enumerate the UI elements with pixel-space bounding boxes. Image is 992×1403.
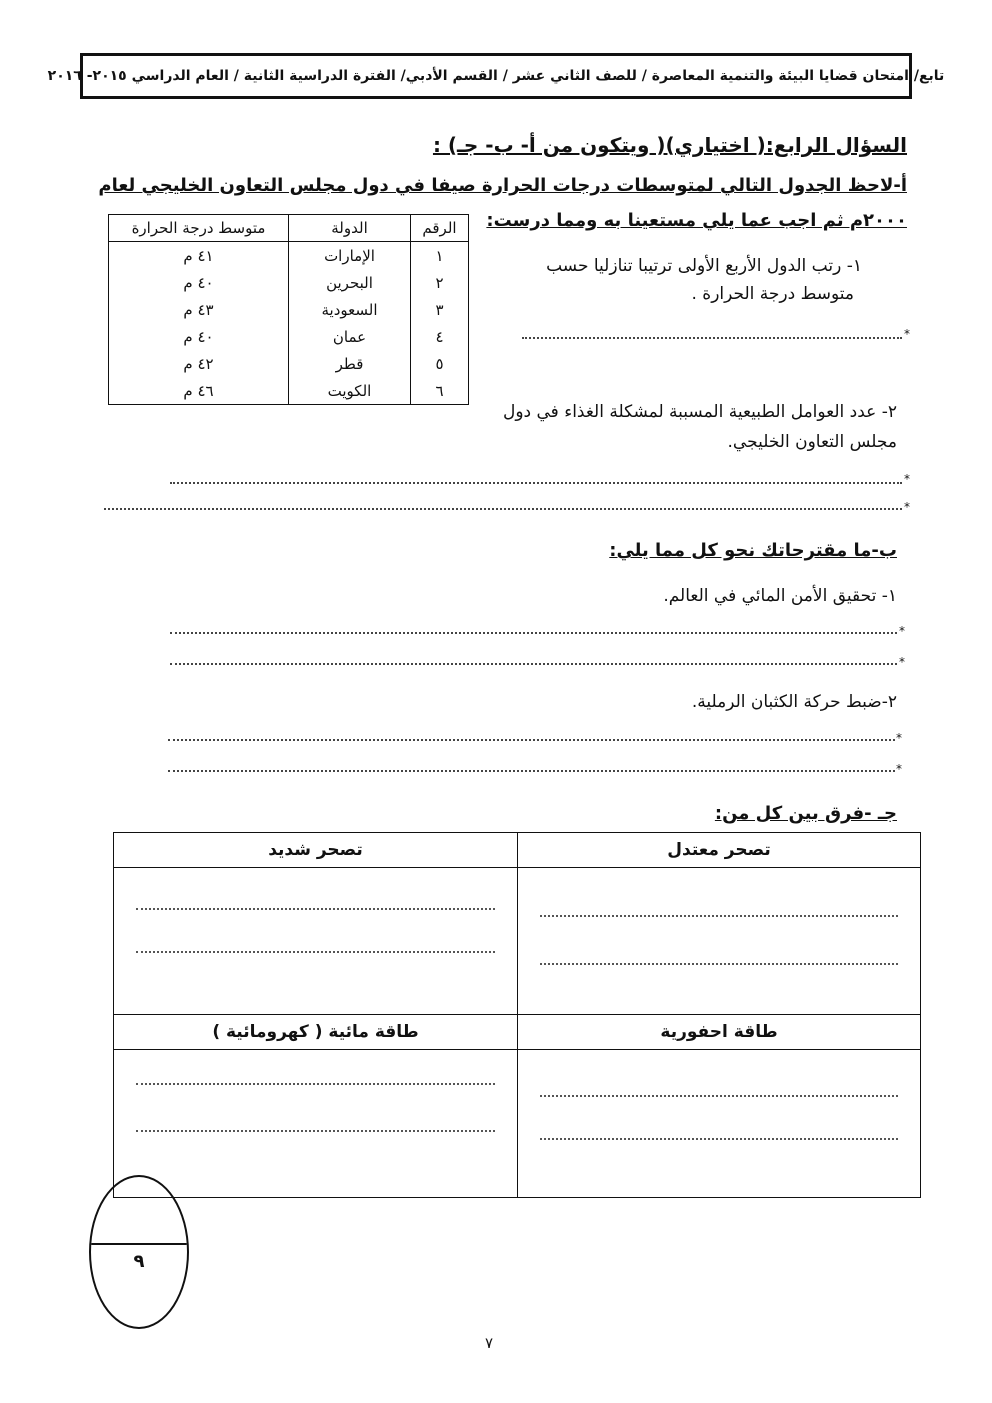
table-row bbox=[109, 377, 469, 405]
grade-circle bbox=[89, 1175, 189, 1329]
question-title: السؤال الرابع:( اختياري)( ويتكون من أ- ب- جـ) : bbox=[432, 133, 907, 157]
answer-line[interactable] bbox=[522, 337, 902, 339]
answer-star: * bbox=[896, 762, 902, 776]
answer-line[interactable] bbox=[540, 915, 898, 917]
comparison-table bbox=[113, 832, 921, 1198]
answer-line[interactable] bbox=[136, 1083, 495, 1085]
answer-star: * bbox=[896, 731, 902, 745]
comparison-header: تصحر معتدل bbox=[518, 833, 920, 868]
table-row bbox=[109, 296, 469, 323]
answer-line[interactable] bbox=[168, 739, 895, 741]
table-cell-number: ٦ bbox=[411, 377, 469, 405]
comparison-cell-hydro-energy bbox=[114, 1015, 517, 1197]
answer-line[interactable] bbox=[136, 908, 495, 910]
table-cell-number: ١ bbox=[411, 242, 469, 270]
section-b-item2: ٢-ضبط حركة الكثبان الرملية. bbox=[691, 692, 897, 712]
exam-header-text: تابع/ امتحان قضايا البيئة والتنمية المعاصرة / للصف الثاني عشر / القسم الأدبي/ الفترة الدراسية الثانية / العام الدراسي ٢٠١٥- ٢٠١٦ bbox=[47, 68, 945, 84]
answer-line[interactable] bbox=[136, 1130, 495, 1132]
answer-line[interactable] bbox=[540, 1138, 898, 1140]
table-cell-temperature: ٤٠ م bbox=[109, 323, 289, 350]
comparison-header: تصحر شديد bbox=[114, 833, 517, 868]
table-cell-number: ٥ bbox=[411, 350, 469, 377]
answer-star: * bbox=[899, 624, 905, 638]
answer-line[interactable] bbox=[540, 1095, 898, 1097]
table-row bbox=[109, 242, 469, 270]
section-c-heading: جـ -فرق بين كل من: bbox=[714, 803, 897, 824]
table-cell-temperature: ٤١ م bbox=[109, 242, 289, 270]
section-a-heading-line1: أ-لاحظ الجدول التالي لمتوسطات درجات الحرارة صيفا في دول مجلس التعاون الخليجي لعام bbox=[98, 175, 907, 196]
table-cell-country: قطر bbox=[289, 350, 411, 377]
table-header-row bbox=[109, 215, 469, 242]
grade-score: ٩ bbox=[133, 1251, 145, 1272]
table-row bbox=[109, 269, 469, 296]
table-cell-number: ٣ bbox=[411, 296, 469, 323]
answer-line[interactable] bbox=[168, 770, 895, 772]
answer-line[interactable] bbox=[104, 508, 902, 510]
table-cell-number: ٢ bbox=[411, 269, 469, 296]
answer-star: * bbox=[904, 327, 910, 341]
table-cell-country: البحرين bbox=[289, 269, 411, 296]
table-header-number: الرقم bbox=[411, 215, 469, 242]
section-a-q1-line2: متوسط درجة الحرارة . bbox=[691, 284, 854, 304]
grade-divider bbox=[91, 1243, 187, 1245]
table-cell-number: ٤ bbox=[411, 323, 469, 350]
table-header-country: الدولة bbox=[289, 215, 411, 242]
answer-line[interactable] bbox=[170, 632, 897, 634]
answer-line[interactable] bbox=[136, 951, 495, 953]
section-b-heading: ب-ما مقترحاتك نحو كل مما يلي: bbox=[609, 540, 897, 561]
table-cell-country: السعودية bbox=[289, 296, 411, 323]
table-cell-country: الكويت bbox=[289, 377, 411, 405]
section-a-q1-line1: ١- رتب الدول الأربع الأولى ترتيبا تنازليا حسب bbox=[546, 256, 862, 276]
answer-star: * bbox=[899, 655, 905, 669]
answer-line[interactable] bbox=[170, 663, 897, 665]
table-header-temperature: متوسط درجة الحرارة bbox=[109, 215, 289, 242]
table-cell-temperature: ٤٢ م bbox=[109, 350, 289, 377]
comparison-cell-moderate-desertification bbox=[517, 833, 920, 1015]
exam-header bbox=[47, 53, 945, 99]
table-row bbox=[109, 323, 469, 350]
answer-line[interactable] bbox=[170, 482, 902, 484]
section-a-q2-line2: مجلس التعاون الخليجي. bbox=[727, 432, 897, 452]
table-cell-country: الإمارات bbox=[289, 242, 411, 270]
table-cell-temperature: ٤٦ م bbox=[109, 377, 289, 405]
comparison-cell-fossil-energy bbox=[517, 1015, 920, 1197]
table-cell-country: عمان bbox=[289, 323, 411, 350]
table-row bbox=[109, 350, 469, 377]
answer-line[interactable] bbox=[540, 963, 898, 965]
section-b-item1: ١- تحقيق الأمن المائي في العالم. bbox=[663, 586, 897, 606]
answer-star: * bbox=[904, 500, 910, 514]
section-a-heading-line2: ٢٠٠٠م ثم اجب عما يلي مستعينا به ومما درست: bbox=[486, 210, 907, 231]
page-number: ٧ bbox=[485, 1334, 494, 1352]
comparison-header: طاقة احفورية bbox=[518, 1015, 920, 1050]
table-cell-temperature: ٤٣ م bbox=[109, 296, 289, 323]
temperature-table-wrapper bbox=[108, 214, 469, 405]
section-a-q2-line1: ٢- عدد العوامل الطبيعية المسببة لمشكلة الغذاء في دول bbox=[502, 402, 897, 422]
table-cell-temperature: ٤٠ م bbox=[109, 269, 289, 296]
comparison-cell-severe-desertification bbox=[114, 833, 517, 1015]
temperature-table bbox=[108, 214, 469, 405]
answer-star: * bbox=[904, 472, 910, 486]
comparison-header: طاقة مائية ( كهرومائية ) bbox=[114, 1015, 517, 1050]
